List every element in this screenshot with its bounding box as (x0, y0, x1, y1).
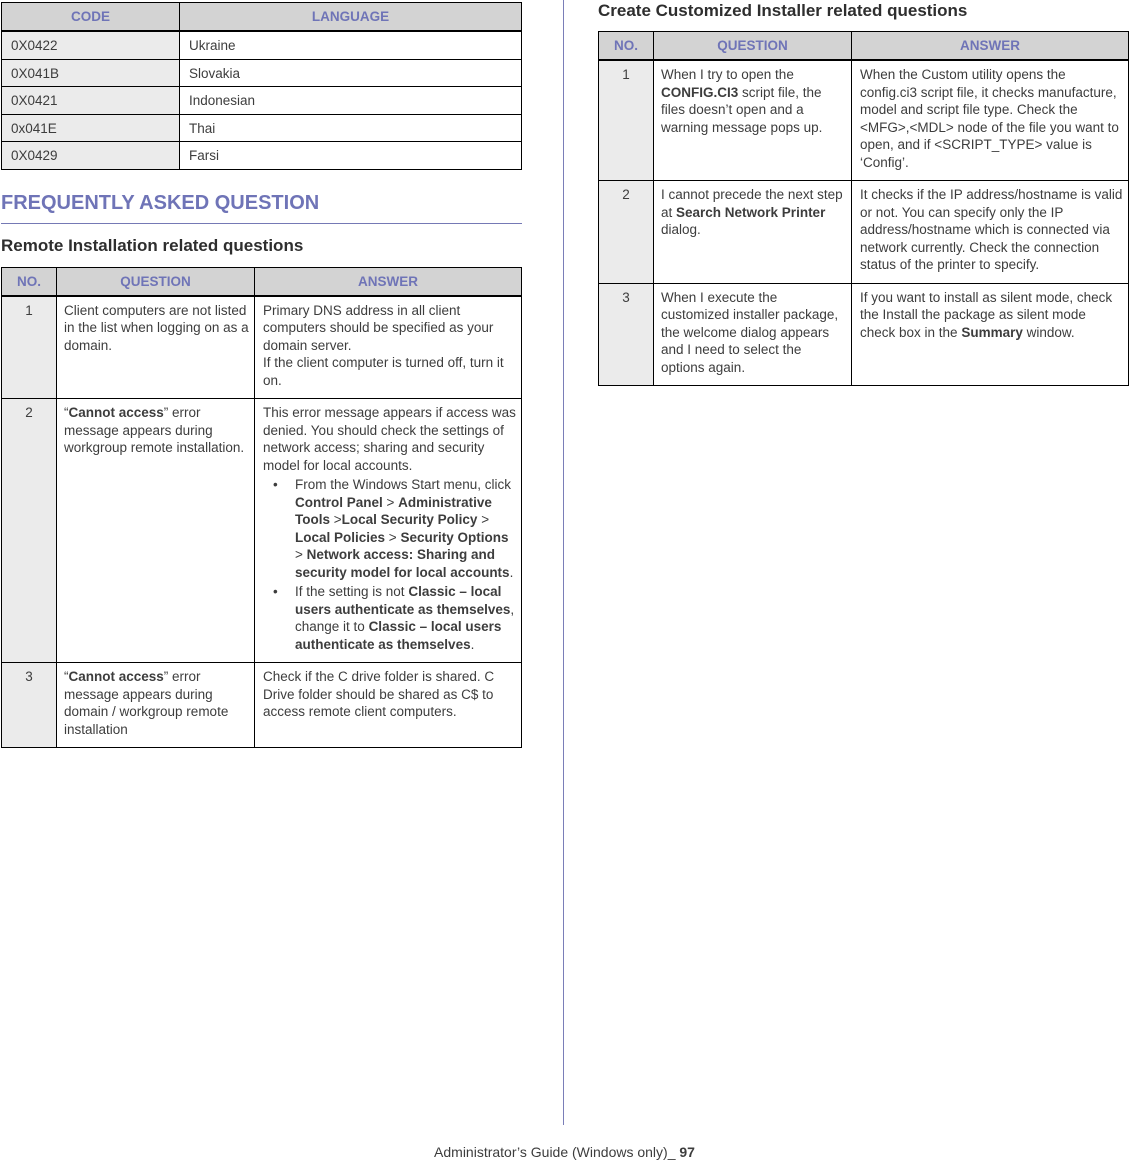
row-number-cell: 2 (599, 181, 654, 284)
row-number-cell: 2 (2, 399, 57, 663)
customized-installer-table-body (599, 60, 1129, 386)
remote-installation-table (1, 267, 522, 749)
bullet-icon: • (273, 584, 278, 599)
footer-text: Administrator’s Guide (Windows only)_ (434, 1144, 680, 1160)
answer-cell: When the Custom utility opens the config.ci3 script file, it checks manufacture, model and script file type. Check the <MFG>,<MDL> node of the file you want to open, and if <SCRIPT_TYPE> value is ‘Config’. (852, 60, 1129, 181)
table-row (2, 31, 522, 59)
table-row (2, 399, 522, 663)
column-divider-line (563, 0, 564, 1125)
table-row (599, 60, 1129, 181)
section-title: FREQUENTLY ASKED QUESTION (1, 192, 522, 224)
row-number-cell: 1 (2, 296, 57, 399)
code-table-body (2, 31, 522, 169)
question-column-header: QUESTION (57, 267, 255, 296)
no-column-header: NO. (599, 32, 654, 61)
code-cell: 0X0429 (2, 142, 180, 170)
answer-column-header: ANSWER (852, 32, 1129, 61)
answer-column-header: ANSWER (255, 267, 522, 296)
answer-cell: It checks if the IP address/hostname is valid or not. You can specify only the IP address/hostname which is connected via network currently. Check the connection status of the printer to specify. (852, 181, 1129, 284)
code-cell: 0x041E (2, 114, 180, 142)
table-row (2, 142, 522, 170)
answer-cell: This error message appears if access was denied. You should check the settings of network access; sharing and security model for local accounts. • From the Windows Start menu, click Control Panel > Administrative Tools >Local Security Policy > Local Policies > Security Options > Network access: Sharing and security model for local accounts. • If the setting is not Classic – local users authenticate as themselves, change it to Classic – local users authenticate as themselves. (255, 399, 522, 663)
question-cell: When I try to open the CONFIG.CI3 script file, the files doesn’t open and a warning message pops up. (654, 60, 852, 181)
remote-installation-heading: Remote Installation related questions (1, 235, 304, 255)
row-number-cell: 3 (599, 283, 654, 386)
answer-cell: Primary DNS address in all client computers should be specified as your domain server. If the client computer is turned off, turn it on. (255, 296, 522, 399)
answer-cell: Check if the C drive folder is shared. C Drive folder should be shared as C$ to access remote client computers. (255, 663, 522, 748)
no-column-header: NO. (2, 267, 57, 296)
language-cell: Thai (180, 114, 522, 142)
table-row (2, 59, 522, 87)
table-row (2, 663, 522, 748)
row-number-cell: 1 (599, 60, 654, 181)
language-column-header: LANGUAGE (180, 3, 522, 32)
code-cell: 0X041B (2, 59, 180, 87)
table-header-row (2, 267, 522, 296)
question-cell: I cannot precede the next step at Search Network Printer dialog. (654, 181, 852, 284)
table-row (599, 283, 1129, 386)
page-footer (0, 1144, 1129, 1160)
bullet-icon: • (273, 477, 278, 492)
code-column-header: CODE (2, 3, 180, 32)
remote-installation-table-body (2, 296, 522, 748)
customized-installer-table (598, 31, 1129, 386)
table-header-row (2, 3, 522, 32)
left-column (1, 2, 522, 748)
question-cell: “Cannot access” error message appears during workgroup remote installation. (57, 399, 255, 663)
code-cell: 0X0422 (2, 31, 180, 59)
page-number: 97 (679, 1144, 695, 1160)
table-header-row (599, 32, 1129, 61)
question-cell: Client computers are not listed in the list when logging on as a domain. (57, 296, 255, 399)
question-cell: “Cannot access” error message appears during domain / workgroup remote installation (57, 663, 255, 748)
table-row (599, 181, 1129, 284)
language-code-table (1, 2, 522, 170)
table-row (2, 296, 522, 399)
question-cell: When I execute the customized installer package, the welcome dialog appears and I need to select the options again. (654, 283, 852, 386)
table-row (2, 87, 522, 115)
row-number-cell: 3 (2, 663, 57, 748)
right-column (598, 1, 1129, 386)
language-cell: Slovakia (180, 59, 522, 87)
table-row (2, 114, 522, 142)
question-column-header: QUESTION (654, 32, 852, 61)
language-cell: Indonesian (180, 87, 522, 115)
answer-cell: If you want to install as silent mode, check the Install the package as silent mode check box in the Summary window. (852, 283, 1129, 386)
language-cell: Ukraine (180, 31, 522, 59)
language-cell: Farsi (180, 142, 522, 170)
customized-installer-heading: Create Customized Installer related questions (598, 1, 968, 20)
code-cell: 0X0421 (2, 87, 180, 115)
